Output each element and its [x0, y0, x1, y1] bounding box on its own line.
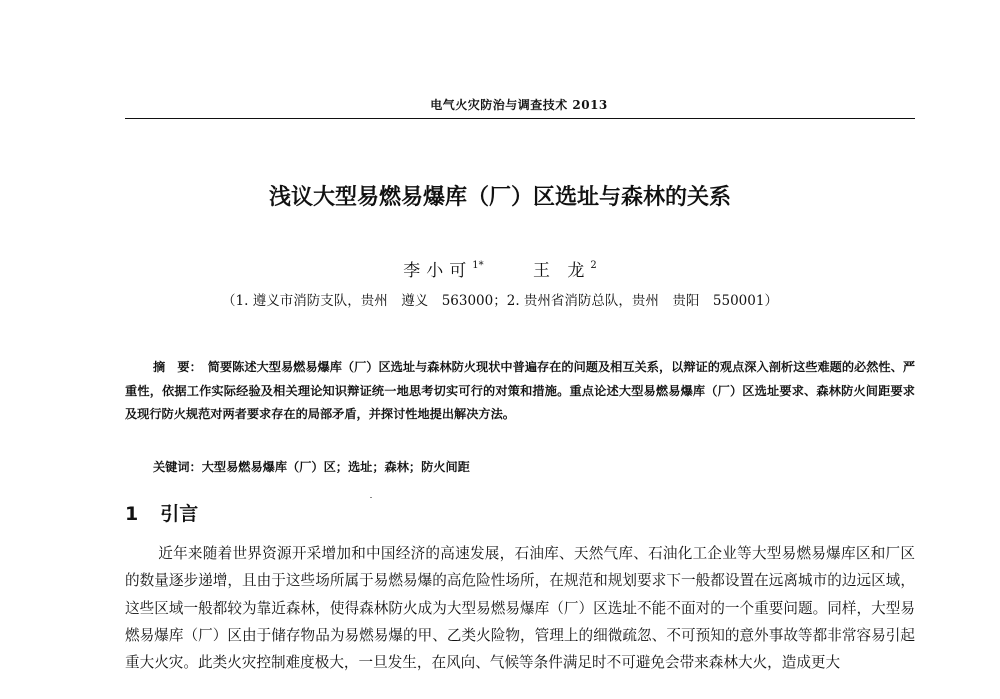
keywords [153, 458, 913, 475]
abstract [125, 356, 915, 427]
affiliation: （1. 遵义市消防支队，贵州 遵义 563000；2. 贵州省消防总队，贵州 贵阳 550001） [222, 293, 778, 309]
author-2-name: 王 龙 [533, 261, 591, 281]
header-rule [125, 118, 915, 119]
section-1-title: 引言 [160, 503, 199, 525]
keywords-label: 关键词： [153, 460, 202, 474]
author-2 [533, 256, 597, 281]
section-1-heading [125, 499, 198, 526]
author-1-name: 李小可 [403, 261, 473, 281]
keywords-text: 大型易燃易爆库（厂）区；选址；森林；防火间距 [201, 460, 470, 474]
author-1-marks: 1* [472, 260, 484, 271]
running-header: 电气火灾防治与调查技术 2013 [430, 98, 608, 112]
section-1-paragraph-text: 近年来随着世界资源开采增加和中国经济的高速发展，石油库、天然气库、石油化工企业等大型易燃易爆库区和厂区的数量逐步递增，且由于这些场所属于易燃易爆的高危险性场所，在规范和规划要求下一般都设置在远离城市的边远区域，这些区域一般都较为靠近森林，使得森林防火成为大型易燃易爆库（厂）区选址不能不面对的一个重要问题。同样，大型易燃易爆库（厂）区由于储存物品为易燃易爆的甲、乙类火险物，管理上的细微疏忽、不可预知的意外事故等都非常容易引起重大火灾。此类火灾控制难度极大，一旦发生，在风向、气候等条件满足时不可避免会带来森林大火，造成更大 [125, 545, 915, 672]
author-list [0, 256, 1000, 281]
abstract-text: 简要陈述大型易燃易爆库（厂）区选址与森林防火现状中普遍存在的问题及相互关系，以辩证的观点深入剖析这些难题的必然性、严重性，依据工作实际经验及相关理论知识辩证统一地思考切实可行的对策和措施。重点论述大型易燃易爆库（厂）区选址要求、森林防火间距要求及现行防火规范对两者要求存在的局部矛盾，并探讨性地提出解决方法。 [125, 360, 916, 421]
author-2-marks: 2 [590, 260, 597, 271]
author-1 [403, 256, 483, 281]
article-title: 浅议大型易燃易爆库（厂）区选址与森林的关系 [268, 185, 731, 210]
abstract-label: 摘 要： [153, 360, 202, 374]
section-1-paragraph [125, 540, 915, 676]
scan-speck [370, 497, 372, 498]
section-1-number: 1 [125, 503, 139, 525]
